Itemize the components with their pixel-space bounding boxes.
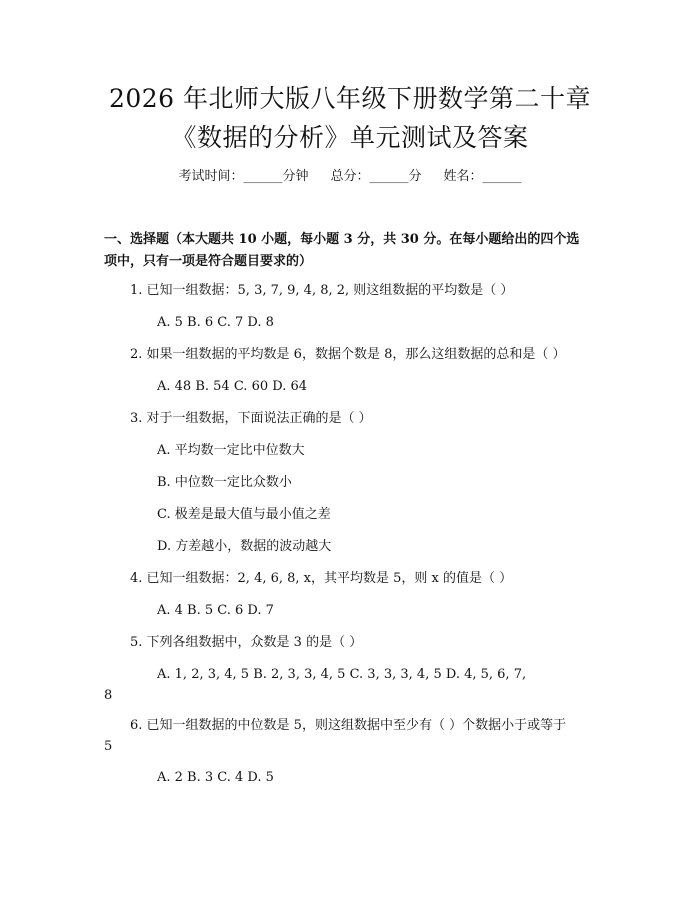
exam-meta-row [0,167,700,187]
question-1-stem: 1. 已知一组数据：5, 3, 7, 9, 4, 8, 2, 则这组数据的平均数是（ ） [130,283,514,298]
question-5-options-line-1: A. 1, 2, 3, 4, 5 B. 2, 3, 3, 4, 5 C. 3, 3, 3, 4, 5 D. 4, 5, 6, 7, [157,667,527,682]
section-heading-line-1: 一、选择题（本大题共 10 小题，每小题 3 分，共 30 分。在每小题给出的四个选 [104,232,580,247]
question-3-stem: 3. 对于一组数据，下面说法正确的是（ ） [130,411,372,426]
question-3-option-a: A. 平均数一定比中位数大 [157,443,305,458]
question-3-option-c: C. 极差是最大值与最小值之差 [157,507,331,522]
question-3-option-b: B. 中位数一定比众数小 [157,475,292,490]
question-6-stem-line-1: 6. 已知一组数据的中位数是 5，则这组数据中至少有（ ）个数据小于或等于 [130,718,567,733]
question-4-options: A. 4 B. 5 C. 6 D. 7 [157,603,274,618]
section-heading-line-2: 项中，只有一项是符合题目要求的） [104,254,313,269]
question-3-option-d: D. 方差越小，数据的波动越大 [157,539,332,554]
question-6-stem-line-2: 5 [104,739,113,754]
exam-name-field: 姓名：______ [443,169,522,184]
section-heading [104,229,604,273]
question-2-stem: 2. 如果一组数据的平均数是 6，数据个数是 8，那么这组数据的总和是（ ） [130,347,566,362]
exam-score-field: 总分：______分 [330,169,422,184]
question-5-options-line-2: 8 [104,688,113,703]
question-4-stem: 4. 已知一组数据：2, 4, 6, 8, x，其平均数是 5，则 x 的值是（ ） [130,571,513,586]
exam-time-field: 考试时间：______分钟 [178,169,309,184]
question-6-options: A. 2 B. 3 C. 4 D. 5 [157,770,274,785]
question-1-options: A. 5 B. 6 C. 7 D. 8 [157,315,274,330]
exam-title-line-2: 《数据的分析》单元测试及答案 [171,123,529,152]
question-5-stem: 5. 下列各组数据中，众数是 3 的是（ ） [130,635,363,650]
exam-title-line-1: 2026 年北师大版八年级下册数学第二十章 [108,84,592,113]
question-2-options: A. 48 B. 54 C. 60 D. 64 [157,379,308,394]
